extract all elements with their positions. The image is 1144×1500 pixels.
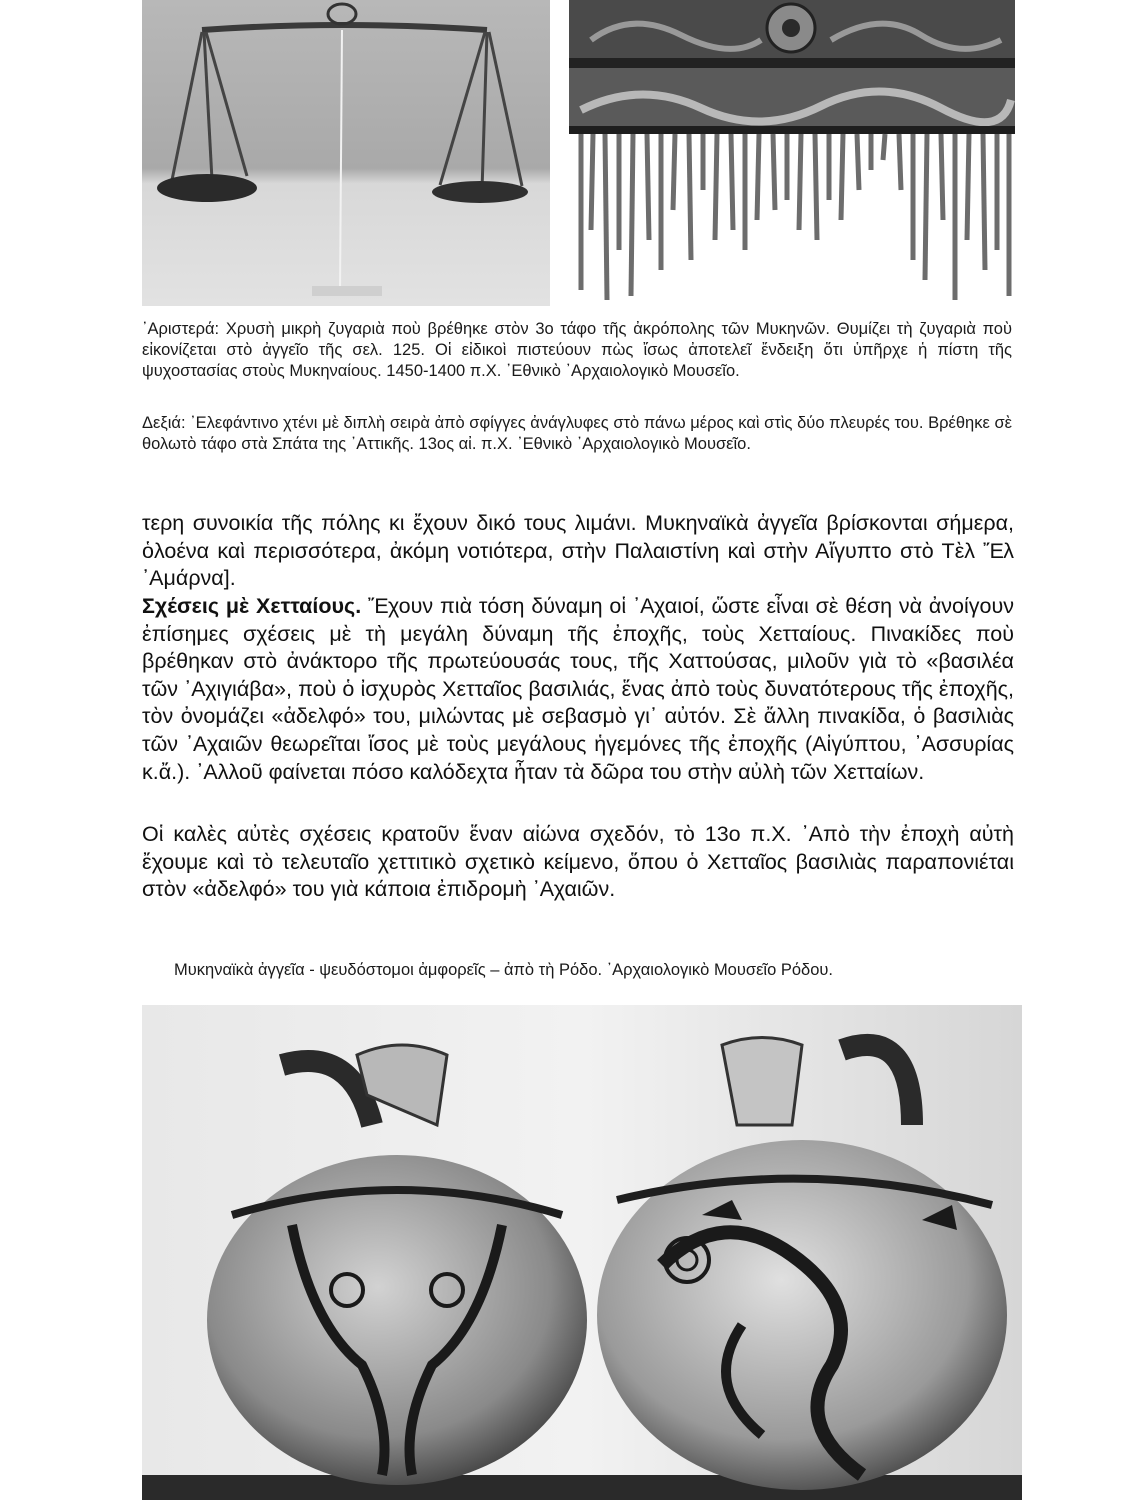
gold-scale-photo [142, 0, 550, 306]
body-paragraph-2-text: Ἔχουν πιὰ τόση δύναμη οἱ ᾿Αχαιοί, ὥστε εἶναι σὲ θέση νὰ ἀνοίγουν ἐπίσημες σχέσεις μὲ τὴ μεγάλη δύναμη τῆς ἐποχῆς, τοὺς Χετταίους. Πινακίδες ποὺ βρέθηκαν στὸ ἀνάκτορο τῆς πρωτεύουσάς τους, τῆς Χαττούσας, μιλοῦν γιὰ τὸ «βασιλέα τῶν ᾿Αχιγιάβα», ποὺ ὁ ἰσχυρὸς Χετταῖος βασιλιάς, ἕνας ἀπὸ τοὺς δυνατότερους τῆς ἐποχῆς, τὸν ὀνομάζει «ἀδελφό» του, μιλώντας μὲ σεβασμὸ γι᾿ αὐτόν. Σὲ ἄλλη πινακίδα, ὁ βασιλιὰς τῶν ᾿Αχαιῶν θεωρεῖται ἴσος μὲ τοὺς μεγάλους ἡγεμόνες τῆς ἐποχῆς (Αἰγύπτου, ᾿Ασσυρίας κ.ἄ.). ᾿Αλλοῦ φαίνεται πόσο καλόδεχτα ἦταν τὰ δῶρα του στὴν αὐλὴ τῶν Χετταίων. [142, 594, 1014, 784]
body-paragraph-3: Οἱ καλὲς αὐτὲς σχέσεις κρατοῦν ἕναν αἰώνα σχεδόν, τὸ 13ο π.Χ. ᾿Απὸ τὴν ἐποχὴ αὐτὴ ἔχουμε καὶ τὸ τελευταῖο χεττιτικὸ σχετικὸ κείμενο, ὅπου ὁ Χετταῖος βασιλιὰς παραπονιέται στὸν «ἀδελφό» του γιὰ κάποια ἐπιδρομὴ ᾿Αχαιῶν. [142, 822, 1014, 902]
body-paragraph-1: τερη συνοικία τῆς πόλης κι ἔχουν δικό τους λιμάνι. Μυκηναϊκὰ ἀγγεῖα βρίσκονται σήμερα, ὁλοένα καὶ περισσότερα, ἀκόμη νοτιότερα, στὴν Παλαιστίνη καὶ στὴν Αἴγυπτο στὸ Τὲλ Ἔλ ᾿Αμάρνα]. [142, 511, 1014, 591]
caption-vases: Μυκηναϊκὰ ἀγγεῖα - ψευδόστομοι ἀμφορεῖς – ἀπὸ τὴ Ρόδο. ᾿Αρχαιολογικὸ Μουσεῖο Ρόδου. [174, 961, 834, 979]
section-heading: Σχέσεις μὲ Χετταίους. [142, 594, 362, 618]
body-paragraph-2 [142, 593, 1014, 786]
ivory-comb-photo [561, 0, 1023, 306]
caption-left: ᾿Αριστερά: Χρυσὴ μικρὴ ζυγαριὰ ποὺ βρέθηκε στὸν 3ο τάφο τῆς ἀκρόπολης τῶν Μυκηνῶν. Θυμίζει τὴ ζυγαριὰ ποὺ εἰκονίζεται στὸ ἀγγεῖο τῆς σελ. 125. Οἱ εἰδικοὶ πιστεύουν πὼς ἴσως ἀποτελεῖ ἔνδειξη ὅτι ὑπῆρχε ἡ πίστη τῆς ψυχοστασίας στοὺς Μυκηναίους. 1450-1400 π.Χ. ᾿Εθνικὸ ᾿Αρχαιολογικὸ Μουσεῖο. [142, 320, 1012, 380]
caption-right: Δεξιά: ᾿Ελεφάντινο χτένι μὲ διπλὴ σειρὰ ἀπὸ σφίγγες ἀνάγλυφες στὸ πάνω μέρος καὶ στὶς δύο πλευρές του. Βρέθηκε σὲ θολωτὸ τάφο στὰ Σπάτα της ᾿Αττικῆς. 13ος αἰ. π.Χ. ᾿Εθνικὸ ᾿Αρχαιολογικὸ Μουσεῖο. [142, 414, 1012, 453]
stirrup-jars-photo [142, 1005, 1022, 1500]
